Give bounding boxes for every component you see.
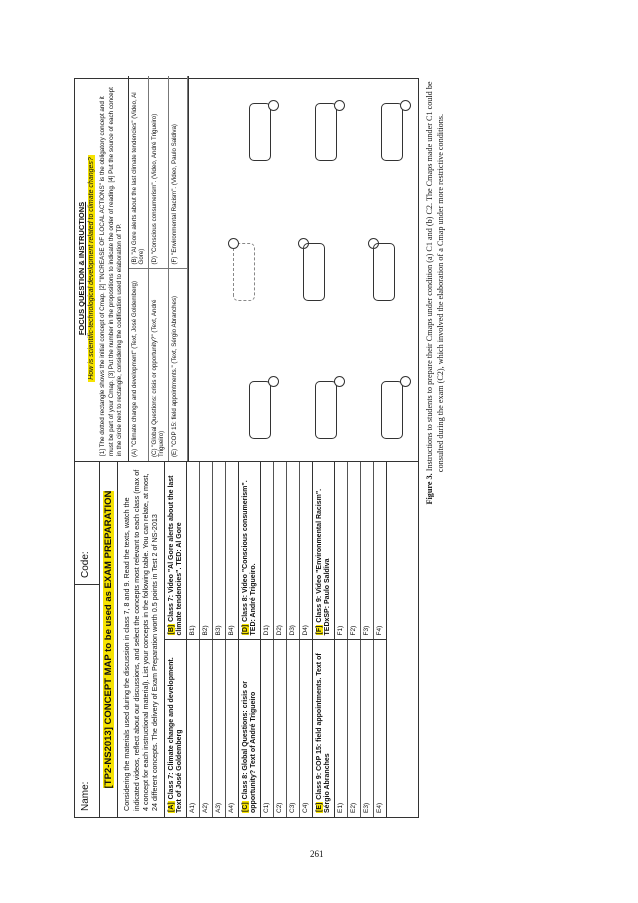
class-blocks-grid — [165, 462, 387, 817]
source-circle — [334, 376, 345, 387]
concept-box — [315, 103, 337, 161]
class-block-title-text: Class 9: Video "Environmental Racism". TEDxSP: Paulo Saldiva — [315, 488, 332, 636]
concept-entry-row[interactable]: B4) — [227, 625, 235, 636]
class-block — [165, 640, 239, 818]
worksheet-right-panel — [75, 76, 418, 462]
concept-entry-row[interactable]: E2) — [348, 641, 361, 818]
concept-box — [381, 381, 403, 439]
concept-entry-row[interactable]: D4) — [301, 625, 309, 636]
concept-entry-row[interactable]: E3) — [361, 641, 374, 818]
concept-entry-row[interactable]: B1) — [187, 462, 200, 640]
class-block-tag: [B] — [167, 624, 175, 635]
source-circle — [400, 376, 411, 387]
figure-label: Figure 3. — [425, 473, 434, 505]
concept-entry-row[interactable]: C4) — [301, 802, 309, 813]
source-legend — [129, 76, 189, 461]
concept-entry-row[interactable]: F3) — [361, 462, 374, 640]
concept-entry-row[interactable]: B2) — [200, 462, 213, 640]
class-block — [313, 462, 387, 640]
initial-concept-box — [233, 243, 255, 301]
focus-question — [88, 76, 96, 461]
concept-entry-row[interactable]: A1) — [187, 641, 200, 818]
concept-entry-row[interactable]: A3) — [213, 641, 226, 818]
source-circle — [228, 238, 239, 249]
concept-entry-row[interactable]: C1) — [261, 641, 274, 818]
class-block-title — [313, 641, 335, 818]
class-block-title-text: Class 7: Climate change and development. Text of José Goldemberg — [167, 657, 184, 813]
concept-entry-row[interactable]: D3) — [287, 462, 300, 640]
concept-box — [303, 243, 325, 301]
source-legend-item: (C) "Global Questions: crisis or opportunity?" (Text, André Trigueiro) — [149, 269, 169, 462]
class-block-tag: [F] — [315, 625, 323, 635]
cmap-skeleton — [223, 76, 420, 461]
concept-entry-row[interactable]: E4) — [375, 802, 383, 813]
concept-box — [249, 381, 271, 439]
concept-box — [315, 381, 337, 439]
concept-entry-row[interactable]: E1) — [335, 641, 348, 818]
concept-entry-row[interactable]: D2) — [274, 462, 287, 640]
concept-box — [249, 103, 271, 161]
source-circle — [334, 100, 345, 111]
source-legend-item: (E) "COP 15: field appointments." (Text, Sérgio Abranches) — [169, 269, 188, 462]
class-block-title-text: Class 7: Video "Al Gore alerts about the last climate tendencies". TED: Al Gore — [167, 475, 184, 636]
class-block-title — [239, 641, 261, 818]
focus-instructions: [1] The dotted rectangle shows the initial concept of Cmap. [2] "INCREASE OF LOCAL ACTIONS" is the obligatory concept and it must be part of your Cmap. [3] Put the number in the propositions to indicate the order of reading. [4] Put the source of each concept in the circle next to rectangle, considering the codification used to elaboration of TP. — [99, 87, 123, 456]
focus-title: FOCUS QUESTION & INSTRUCTIONS — [77, 201, 86, 336]
concept-entry-row[interactable]: C2) — [274, 641, 287, 818]
class-block-title-text: Class 8: Video "Conscious consumerism". TED: André Trigueiro. — [241, 480, 258, 636]
concept-entry-row[interactable]: D1) — [261, 462, 274, 640]
source-legend-item: (A) "Climate change and development" (Text, José Goldemberg) — [129, 269, 149, 462]
class-block-tag: [C] — [241, 802, 249, 812]
concept-map-worksheet — [74, 78, 419, 818]
map-title-text: [TP2-NS2013] CONCEPT MAP to be used as EXAM PREPARATION — [103, 490, 114, 789]
code-field: Code: — [80, 551, 91, 578]
map-title — [100, 462, 118, 817]
figure-caption — [424, 78, 446, 508]
source-circle — [268, 100, 279, 111]
figure-caption-text: Instructions to students to prepare their Cmaps under condition (a) C1 and (b) C2. The Cmaps made under C1 could be consulted during the exam (C2), which involved the elaboration of a Cmap under more restrictive conditions. — [425, 81, 446, 474]
source-legend-item: (D) "Conscious consumerism". (Video, André Trigueiro) — [149, 76, 169, 269]
source-legend-item: (F) "Environmental Racism". (Video, Paulo Saldiva) — [169, 76, 188, 269]
class-block-title — [239, 462, 261, 640]
concept-entry-row[interactable]: F4) — [375, 625, 383, 636]
class-block-tag: [E] — [315, 802, 323, 812]
page-number: 261 — [310, 849, 324, 859]
focus-section — [75, 76, 129, 461]
concept-entry-row[interactable]: C3) — [287, 641, 300, 818]
class-block-tag: [D] — [241, 624, 249, 635]
source-legend-item: (B) "Al Gore alerts about the last climate tendencies" (Video, Al Gore) — [129, 76, 149, 269]
concept-entry-row[interactable]: F2) — [348, 462, 361, 640]
intro-text: Considering the materials used during the discussion in class 7, 8 and 9. Read the texts, watch the indicated videos, reflect about our discussions, and select the concepts most relevant to each class (max of 4 concept for each instructional material). List your concepts in the following table. You can relate, at most, 24 different concepts. The delivery of Exam Preparation worth 0.5 points in Test 2 of NS-2013 — [118, 462, 164, 817]
concept-box — [381, 103, 403, 161]
name-code-row — [75, 462, 100, 817]
concept-box — [373, 243, 395, 301]
class-block-title-text: Class 9: COP 15: field appointments. Text of Sérgio Abranches — [315, 653, 332, 813]
class-block — [239, 640, 313, 818]
class-block — [239, 462, 313, 640]
concept-entry-row[interactable]: F1) — [335, 462, 348, 640]
class-block — [313, 640, 387, 818]
class-block — [165, 462, 239, 640]
class-block-title — [165, 641, 187, 818]
worksheet-left-panel — [75, 462, 418, 817]
concept-entry-row[interactable]: B3) — [213, 462, 226, 640]
focus-question-text: How is scientific-technological development related to climate changes? — [88, 157, 95, 380]
class-block-title-text: Class 8: Global Questions: crisis or opportunity? Text of André Trigueiro — [241, 681, 258, 813]
class-block-tag: [A] — [167, 802, 175, 812]
source-circle — [268, 376, 279, 387]
class-block-title — [313, 462, 335, 640]
concept-entry-row[interactable]: A2) — [200, 641, 213, 818]
name-field: Name: — [75, 584, 99, 817]
source-circle — [400, 100, 411, 111]
class-block-title — [165, 462, 187, 640]
concept-entry-row[interactable]: A4) — [227, 802, 235, 813]
